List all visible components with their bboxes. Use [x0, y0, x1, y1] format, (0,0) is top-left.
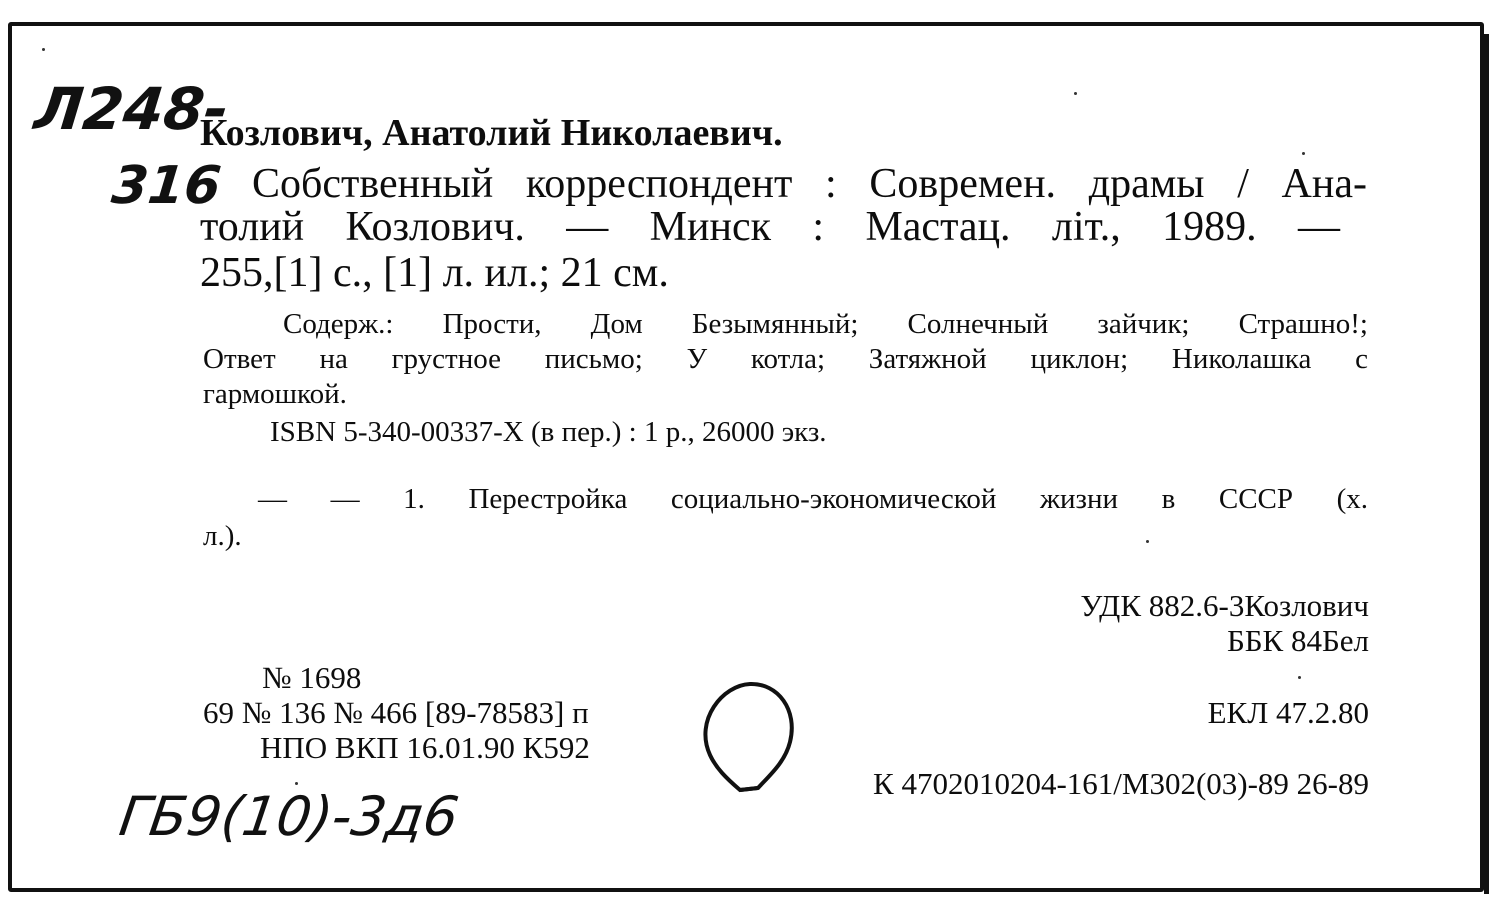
scan-speck	[295, 782, 298, 785]
scan-speck	[1302, 152, 1305, 155]
contents-line-3: гармошкой.	[203, 378, 347, 410]
scan-speck	[1298, 676, 1301, 679]
subject-line-1: — — 1. Перестройка социально-экономической жизни в СССР (х.	[258, 483, 1368, 515]
scan-speck	[1146, 540, 1149, 543]
title-line-1: Собственный корреспондент : Современ. драмы / Ана-	[252, 161, 1367, 207]
catalog-line-2: НПО ВКП 16.01.90 К592	[260, 730, 590, 765]
contents-line-2: Ответ на грустное письмо; У котла; Затяжной циклон; Николашка с	[203, 343, 1368, 375]
isbn-line: ISBN 5-340-00337-X (в пер.) : 1 р., 26000 экз.	[270, 416, 827, 448]
card-number: № 1698	[262, 660, 362, 695]
ekl-code: ЕКЛ 47.2.80	[1207, 695, 1369, 730]
author-heading: Козлович, Анатолий Николаевич.	[200, 112, 783, 154]
title-line-3: 255,[1] с., [1] л. ил.; 21 см.	[200, 250, 669, 296]
handwritten-shelfmark-line2: 316	[108, 156, 224, 216]
title-line-2: толий Козлович. — Минск : Мастац. літ., 1989. —	[200, 204, 1340, 250]
udk-code: УДК 882.6-3Козлович	[1080, 588, 1369, 623]
catalog-line-1: 69 № 136 № 466 [89-78583] п	[203, 695, 589, 730]
circle-stamp-mark	[698, 680, 808, 810]
scan-speck	[1074, 92, 1077, 95]
handwritten-bottom-mark: ГБ9(10)-3д6	[115, 785, 463, 848]
subject-line-2: л.).	[203, 520, 242, 552]
bbk-code: ББК 84Бел	[1226, 623, 1369, 658]
k-code: К 4702010204-161/М302(03)-89 26-89	[873, 766, 1369, 801]
scan-speck	[42, 48, 45, 51]
contents-line-1: Содерж.: Прости, Дом Безымянный; Солнечный зайчик; Страшно!;	[283, 308, 1368, 340]
handwritten-shelfmark-line1: Л248-	[31, 75, 232, 143]
